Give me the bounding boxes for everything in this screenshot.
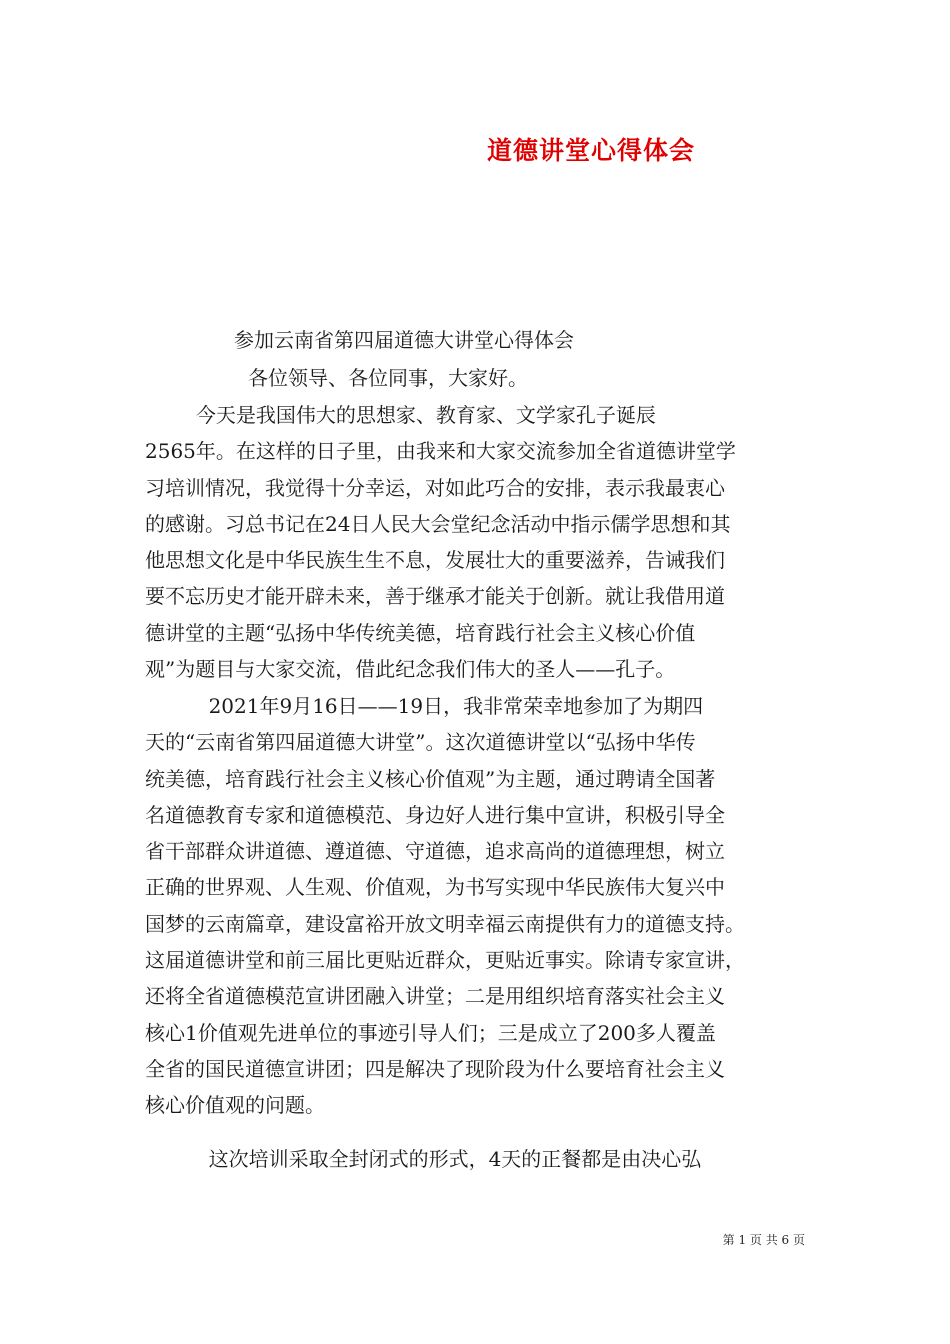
text-line: 省干部群众讲道德、遵道德、守道德，追求高尚的道德理想，树立: [145, 839, 725, 864]
text-line: 今天是我国伟大的思想家、教育家、文学家孔子诞辰: [145, 403, 656, 427]
paragraph-3: [145, 1141, 825, 1177]
text-line: 习培训情况，我觉得十分幸运，对如此巧合的安排，表示我最衷心: [145, 475, 725, 500]
text-line: 国梦的云南篇章，建设富裕开放文明幸福云南提供有力的道德支持。: [145, 911, 745, 936]
text-line: 他思想文化是中华民族生生不息，发展壮大的重要滋养，告诫我们: [145, 548, 725, 573]
text-line: 2565年。在这样的日子里，由我来和大家交流参加全省道德讲堂学: [145, 439, 736, 464]
paragraph-2: [145, 688, 825, 1124]
paragraph-1: [145, 397, 825, 687]
document-title: 道德讲堂心得体会: [487, 136, 696, 165]
text-line: 这届道德讲堂和前三届比更贴近群众，更贴近事实。除请专家宣讲，: [145, 948, 745, 973]
text-line: 名道德教育专家和道德模范、身边好人进行集中宣讲，积极引导全: [145, 802, 725, 827]
text-line: 核心1价值观先进单位的事迹引导人们；三是成立了200多人覆盖: [145, 1020, 716, 1045]
text-line: 观”为题目与大家交流，借此纪念我们伟大的圣人——孔子。: [145, 657, 676, 682]
text-line: 的感谢。习总书记在24日人民大会堂纪念活动中指示儒学思想和其: [145, 511, 731, 536]
text-line: 这次培训采取全封闭式的形式，4天的正餐都是由决心弘: [145, 1147, 702, 1171]
document-subtitle: 参加云南省第四届道德大讲堂心得体会: [234, 328, 574, 352]
text-line: 2021年9月16日——19日，我非常荣幸地参加了为期四: [145, 694, 704, 718]
text-line: 还将全省道德模范宣讲团融入讲堂；二是用组织培育落实社会主义: [145, 984, 725, 1009]
text-line: 统美德，培育践行社会主义核心价值观”为主题，通过聘请全国著: [145, 766, 716, 791]
text-line: 核心价值观的问题。: [145, 1093, 325, 1118]
text-line: 全省的国民道德宣讲团；四是解决了现阶段为什么要培育社会主义: [145, 1056, 725, 1081]
text-line: 德讲堂的主题“弘扬中华传统美德，培育践行社会主义核心价值: [145, 620, 696, 645]
text-line: 天的“云南省第四届道德大讲堂”。这次道德讲堂以“弘扬中华传: [145, 730, 696, 755]
text-line: 要不忘历史才能开辟未来，善于继承才能关于创新。就让我借用道: [145, 584, 725, 609]
page-footer: 第 1 页 共 6 页: [722, 1233, 805, 1247]
greeting-line: 各位领导、各位同事，大家好。: [248, 366, 528, 390]
text-line: 正确的世界观、人生观、价值观，为书写实现中华民族伟大复兴中: [145, 875, 725, 900]
